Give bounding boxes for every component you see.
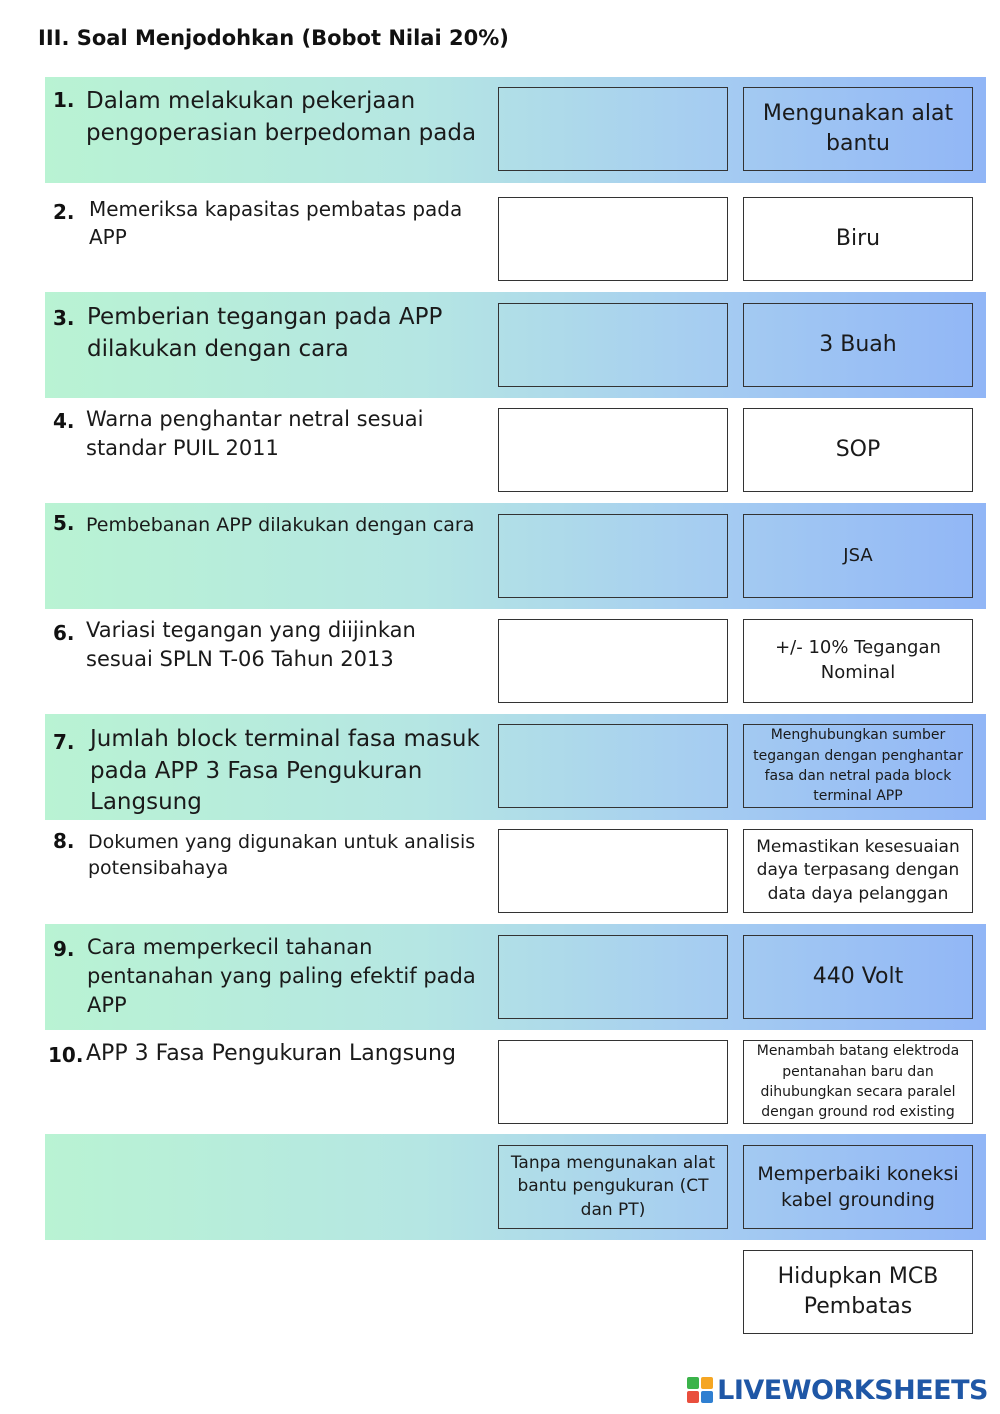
question-text: APP 3 Fasa Pengukuran Langsung xyxy=(86,1041,456,1066)
option-card[interactable]: Hidupkan MCB Pembatas xyxy=(743,1250,973,1334)
question-text: Memeriksa kapasitas pembatas pada APP xyxy=(89,197,463,249)
question-text: Dalam melakukan pekerjaan pengoperasian berpedoman pada xyxy=(86,88,477,146)
answer-drop-box-9[interactable] xyxy=(498,935,728,1019)
option-card[interactable]: Tanpa mengunakan alat bantu pengukuran (CT dan PT) xyxy=(498,1145,728,1229)
answer-drop-box-4[interactable] xyxy=(498,408,728,492)
question-text: Pemberian tegangan pada APP dilakukan dengan cara xyxy=(87,304,443,362)
option-card[interactable]: Mengunakan alat bantu xyxy=(743,87,973,171)
option-card[interactable]: JSA xyxy=(743,514,973,598)
answer-drop-box-5[interactable] xyxy=(498,514,728,598)
question-number: 3. xyxy=(53,306,75,330)
answer-drop-box-10[interactable] xyxy=(498,1040,728,1124)
question-text: Dokumen yang digunakan untuk analisis potensibahaya xyxy=(88,831,476,880)
liveworksheets-logo[interactable] xyxy=(687,1374,988,1406)
question-number: 9. xyxy=(53,937,75,961)
answer-drop-box-6[interactable] xyxy=(498,619,728,703)
option-card[interactable]: 440 Volt xyxy=(743,935,973,1019)
question-number: 5. xyxy=(53,511,75,535)
question-number: 4. xyxy=(53,409,75,433)
option-card[interactable]: +/- 10% Tegangan Nominal xyxy=(743,619,973,703)
question-text: Variasi tegangan yang diijinkan sesuai SPLN T-06 Tahun 2013 xyxy=(86,618,416,671)
question-number: 8. xyxy=(53,829,75,853)
question-number: 1. xyxy=(53,88,75,112)
question-text: Cara memperkecil tahanan pentanahan yang paling efektif pada APP xyxy=(87,935,476,1017)
question-number: 10. xyxy=(48,1043,84,1067)
answer-drop-box-3[interactable] xyxy=(498,303,728,387)
section-title: III. Soal Menjodohkan (Bobot Nilai 20%) xyxy=(38,26,509,50)
liveworksheets-logo-text: LIVEWORKSHEETS xyxy=(717,1374,988,1406)
answer-drop-box-2[interactable] xyxy=(498,197,728,281)
liveworksheets-logo-icon xyxy=(687,1377,713,1403)
option-card[interactable]: Memastikan kesesuaian daya terpasang dengan data daya pelanggan xyxy=(743,829,973,913)
answer-drop-box-8[interactable] xyxy=(498,829,728,913)
option-card[interactable]: Memperbaiki koneksi kabel grounding xyxy=(743,1145,973,1229)
question-text: Warna penghantar netral sesuai standar PUIL 2011 xyxy=(86,407,424,460)
question-number: 7. xyxy=(53,730,75,754)
question-text: Jumlah block terminal fasa masuk pada APP 3 Fasa Pengukuran Langsung xyxy=(90,726,480,816)
answer-drop-box-7[interactable] xyxy=(498,724,728,808)
option-card[interactable]: Menghubungkan sumber tegangan dengan penghantar fasa dan netral pada block terminal APP xyxy=(743,724,973,808)
option-card[interactable]: Biru xyxy=(743,197,973,281)
question-number: 6. xyxy=(53,621,75,645)
question-text: Pembebanan APP dilakukan dengan cara xyxy=(86,514,475,536)
option-card[interactable]: SOP xyxy=(743,408,973,492)
answer-drop-box-1[interactable] xyxy=(498,87,728,171)
option-card[interactable]: Menambah batang elektroda pentanahan baru dan dihubungkan secara paralel dengan ground rod existing xyxy=(743,1040,973,1124)
option-card[interactable]: 3 Buah xyxy=(743,303,973,387)
question-number: 2. xyxy=(53,200,75,224)
